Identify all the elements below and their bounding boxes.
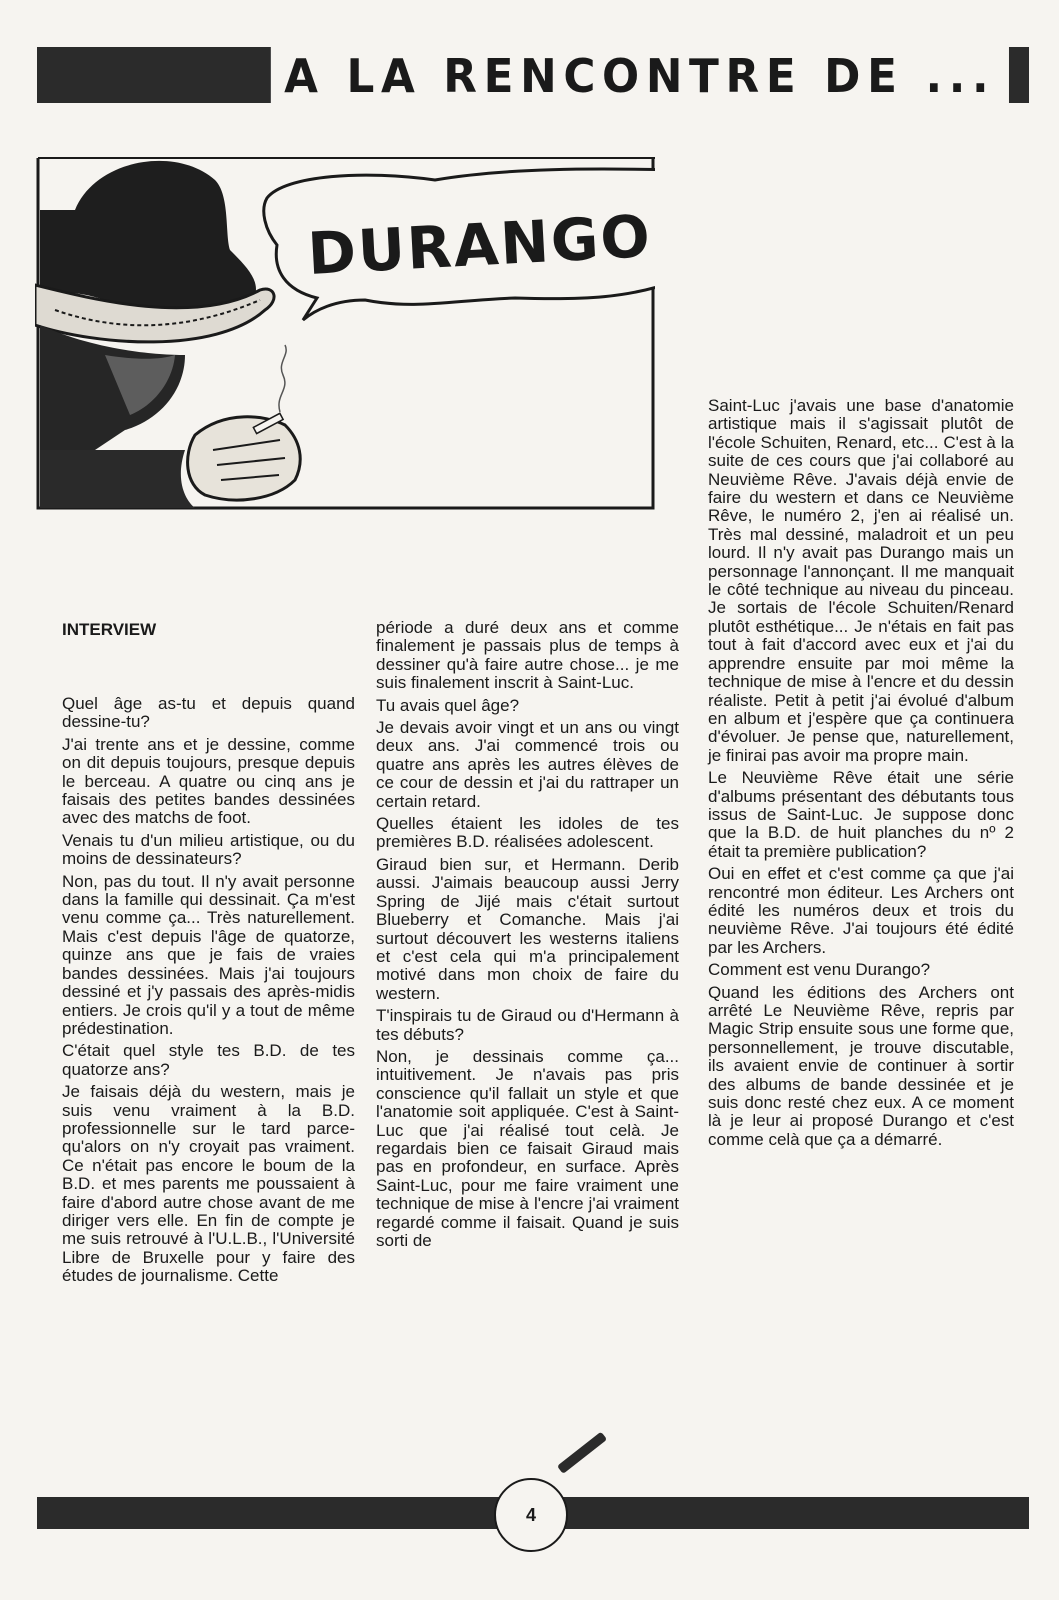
answer-paragraph: Je devais avoir vingt et un ans ou vingt deux ans. J'ai commencé trois ou quatre ans après les autres élèves de ce cour de dessin et j'ai du rattraper un certain retard. (376, 718, 679, 811)
question-paragraph: Quelles étaient les idoles de tes premières B.D. réalisées adolescent. (376, 814, 679, 852)
magnifier-icon (557, 1432, 607, 1474)
speech-balloon-text: DURANGO (306, 202, 654, 288)
answer-paragraph: Quand les éditions des Archers ont arrêté Le Neuvième Rêve, repris par Magic Strip ensuite sous une forme que, personnellement, je trouve discutable, ils avaient envie de continuer à sortir des albums de bande dessinée et je suis donc resté chez eux. A ce moment là je leur ai proposé Durango et c'est comme celà que ça a démarré. (708, 982, 1014, 1149)
question-paragraph: Quel âge as-tu et depuis quand dessine-tu? (62, 694, 355, 732)
question-paragraph: Le Neuvième Rêve était une série d'albums présentant des débutants tous issus de Saint-Luc. Je suppose donc que la B.D. de huit planches du nº 2 était ta première publication? (708, 768, 1014, 861)
durango-illustration (35, 150, 655, 510)
question-paragraph: Comment est venu Durango? (708, 960, 931, 980)
article-column-3 (708, 397, 1014, 1153)
question-paragraph: T'inspirais tu de Giraud ou d'Hermann à tes débuts? (376, 1006, 679, 1044)
article-column-2 (376, 619, 679, 1254)
article-column-1 (62, 695, 355, 1290)
answer-paragraph: Giraud bien sur, et Hermann. Derib aussi. J'aimais beaucoup aussi Jerry Spring de Jijé mais c'était surtout Blueberry et Comanche. Mais j'ai surtout découvert les westerns italiens et c'est cela qui m'a principalement motivé dans mon choix de faire du western. (376, 854, 679, 1003)
answer-paragraph: Non, je dessinais comme ça... intuitivement. Je n'avais pas pris conscience qu'il fallait un style et que l'anatomie soit appliquée. C'est à Saint-Luc que j'ai réalisé tout celà. Je regardais bien ce faisait Giraud mais pas en profondeur, en surface. Après Saint-Luc, pour me faire vraiment une technique de mise à l'encre j'ai vraiment regardé comme il faisait. Quand je suis sorti de (376, 1046, 679, 1250)
question-paragraph: Tu avais quel âge? (376, 695, 520, 715)
answer-paragraph: Saint-Luc j'avais une base d'anatomie artistique mais il s'agissait plutôt de l'école Schuiten, Renard, etc... C'est à la suite de ces cours que j'ai collaboré au Neuvième Rêve. J'avais déjà envie de faire du western et dans ce Neuvième Rêve, le numéro 2, j'en ai réalisé un. Très mal dessiné, maladroit et un peu lourd. Il n'y avait pas Durango mais un personnage l'annonçant. Il me manquait le côté technique au niveau du pinceau. Je sortais de l'école Schuiten/Renard plutôt esthétique... Je n'étais en fait pas tout à fait d'accord avec eux et j'ai du apprendre ensuite par moi même la technique de mise à l'encre et du dessin réaliste. Petit à petit j'ai évolué d'album en album et j'espère que ça continuera d'évoluer. Je pense que, naturellement, je finirai pas avoir ma propre main. (708, 396, 1014, 765)
question-paragraph: Venais tu d'un milieu artistique, ou du moins de dessinateurs? (62, 830, 355, 869)
answer-paragraph: période a duré deux ans et comme finalement je passais plus de temps à dessiner qu'à faire autre chose... je me suis finalement inscrit à Saint-Luc. (376, 618, 679, 693)
section-label: INTERVIEW (62, 620, 157, 639)
answer-paragraph: Je faisais déjà du western, mais je suis venu vraiment à la B.D. professionnelle sur le tard parce-qu'alors on n'y croyait pas vraiment. Ce n'était pas encore le boum de la B.D. et mes parents me poussaient à faire d'abord autre chose avant de me diriger vers elle. En fin de compte je me suis retrouvé à l'U.L.B., l'Université Libre de Bruxelle pour y faire des études de journalisme. Cette (62, 1082, 355, 1286)
answer-paragraph: Oui en effet et c'est comme ça que j'ai rencontré mon éditeur. Les Archers ont édité les numéros deux et trois du neuvième Rêve. J'ai toujours été édité par les Archers. (708, 864, 1014, 957)
header-bar (37, 47, 1029, 103)
question-paragraph: C'était quel style tes B.D. de tes quatorze ans? (62, 1041, 355, 1079)
page-number: 4 (494, 1478, 568, 1552)
answer-paragraph: Non, pas du tout. Il n'y avait personne dans la famille qui dessinait. Ça m'est venu comme ça... Très naturellement. Mais c'est depuis l'âge de quatorze, quinze ans que je fais de vraies bandes dessinées. Mais j'ai toujours dessiné et j'y passais des après-midis entiers. Je crois qu'il y a tout de même prédestination. (62, 871, 355, 1038)
answer-paragraph: J'ai trente ans et je dessine, comme on dit depuis toujours, presque depuis le berceau. A quatre ou cinq ans je faisais des petites bandes dessinées avec des matchs de foot. (62, 734, 355, 828)
page-heading: A LA RENCONTRE DE ... (271, 47, 1009, 103)
